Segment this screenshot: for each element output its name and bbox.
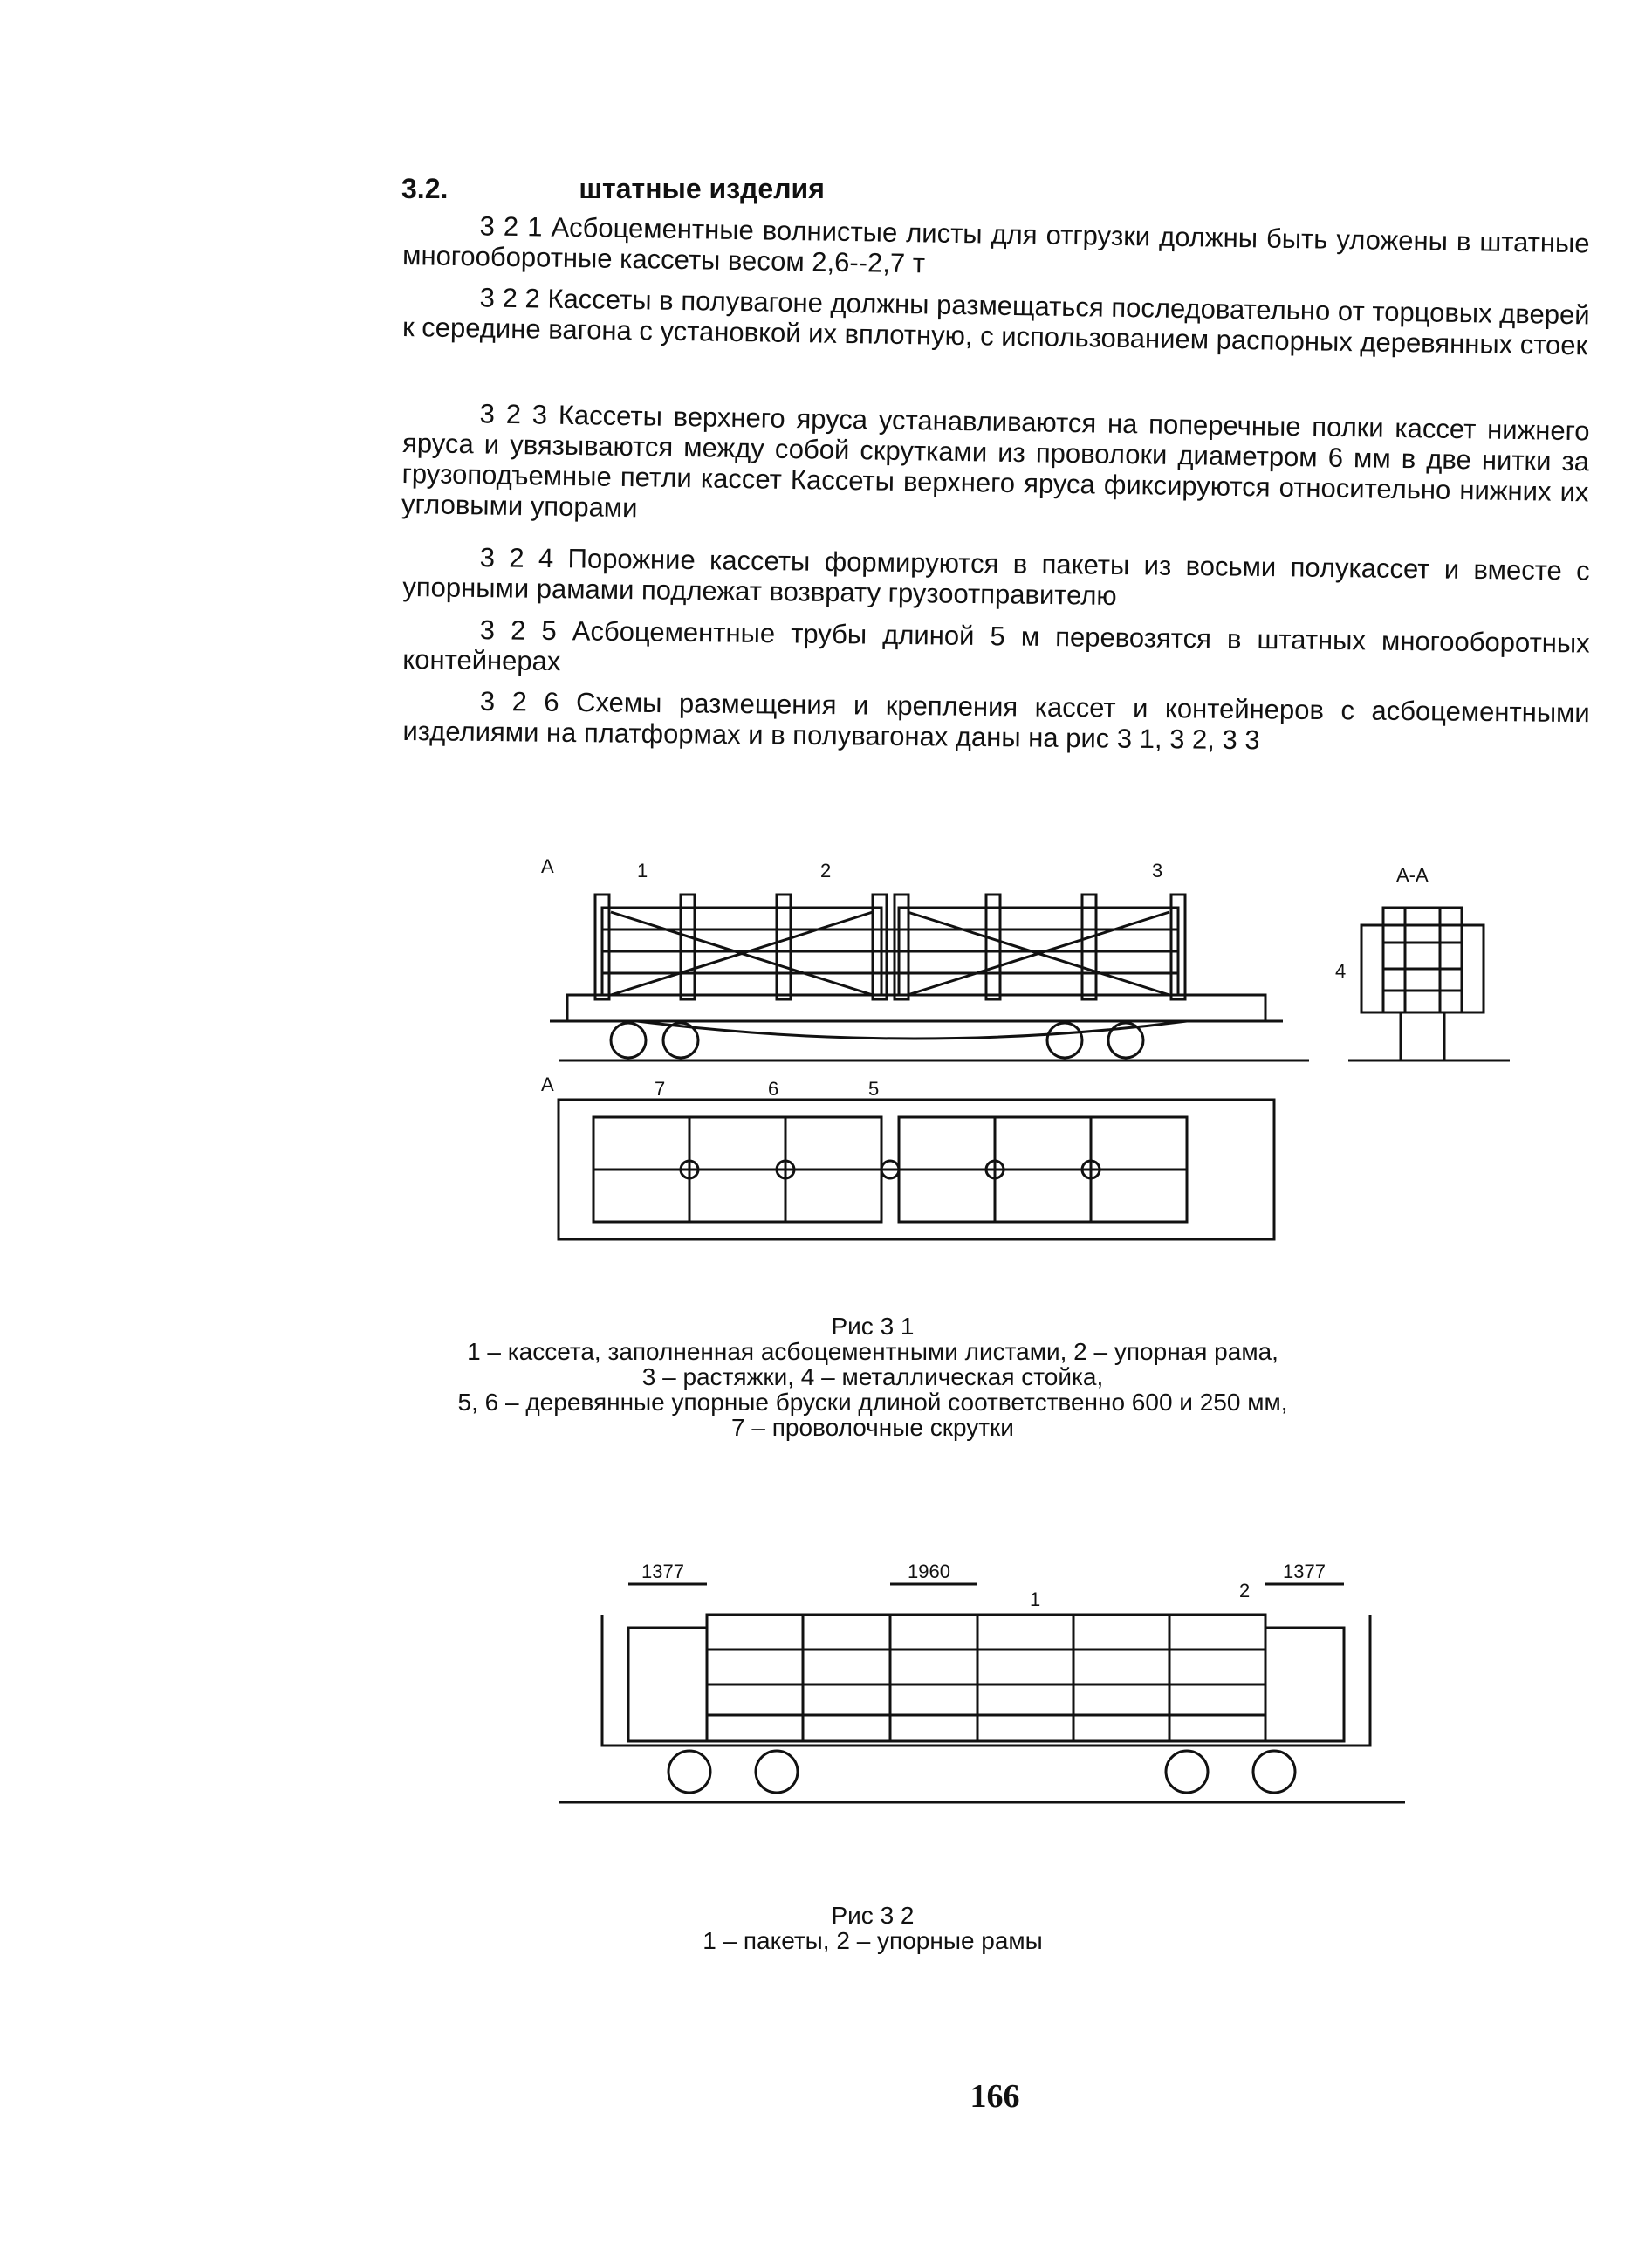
section-title: штатные изделия [579, 173, 825, 204]
figure-3-2-drawing [541, 1562, 1414, 1842]
callout-2: 2 [1239, 1580, 1251, 1602]
page-number: 166 [970, 2078, 1020, 2115]
caption-title: Рис 3 2 [831, 1902, 915, 1929]
caption-line: 7 – проволочные скрутки [731, 1414, 1014, 1441]
paragraph-3-2-3: 3 2 3 Кассеты верхнего яруса устанавливаются на поперечные полки кассет нижнего яруса и увязываются между собой скрутками из проволоки диаметром 6 мм в две нитки за грузоподъемные петли кассет Кассеты верхнего яруса фиксируются относительно нижних их угловыми упорами [401, 398, 1590, 524]
section-view-a-a [1348, 908, 1510, 1060]
caption-line: 1 – кассета, заполненная асбоцементными листами, 2 – упорная рама, [467, 1338, 1278, 1365]
callout-5: 5 [868, 1078, 880, 1100]
paragraph-3-2-2: 3 2 2 Кассеты в полувагоне должны размещаться последовательно от торцовых дверей к середине вагона с установкой их вплотную, с использованием распорных деревянных стоек [401, 282, 1590, 361]
callout-7: 7 [655, 1078, 666, 1100]
caption-line: 1 – пакеты, 2 – упорные рамы [703, 1927, 1043, 1954]
caption-line: 5, 6 – деревянные упорные бруски длиной соответственно 600 и 250 мм, [457, 1389, 1288, 1416]
section-number: 3.2. [401, 173, 449, 204]
dimension-right: 1377 [1283, 1562, 1326, 1582]
callout-3: 3 [1152, 860, 1163, 882]
figure-3-1-caption [436, 1314, 1309, 1440]
paragraph-3-2-1: 3 2 1 Асбоцементные волнистые листы для отгрузки должны быть уложены в штатные многооборотные кассеты весом 2,6--2,7 т [401, 210, 1590, 279]
callout-2: 2 [820, 860, 832, 882]
platform-plan-view [559, 1100, 1274, 1239]
callout-4: 4 [1335, 960, 1347, 982]
paragraph-3-2-4: 3 2 4 Порожние кассеты формируются в пакеты из восьми полукассет и вместе с упорными рамами подлежат возврату грузоотправителю [402, 542, 1590, 611]
section-label-a-a: А-А [1396, 864, 1429, 886]
caption-line: 3 – растяжки, 4 – металлическая стойка, [641, 1363, 1104, 1390]
paragraph-3-2-5: 3 2 5 Асбоцементные трубы длиной 5 м перевозятся в штатных многооборотных контейнерах [402, 614, 1590, 677]
paragraph-3-2-6: 3 2 6 Схемы размещения и крепления кассет и контейнеров с асбоцементными изделиями на платформах и в полувагонах даны на рис 3 1, 3 2, 3 3 [402, 685, 1590, 756]
view-marker-bottom: А [541, 1074, 554, 1095]
section-heading [401, 173, 825, 205]
callout-1: 1 [637, 860, 648, 882]
callout-6: 6 [768, 1078, 779, 1100]
caption-title: Рис 3 1 [831, 1313, 915, 1340]
figure-3-1-drawing [524, 847, 1518, 1283]
view-marker-top: А [541, 855, 554, 877]
callout-1: 1 [1030, 1588, 1041, 1610]
dimension-left: 1377 [641, 1562, 684, 1582]
dimension-middle: 1960 [908, 1562, 950, 1582]
figure-3-2-caption [436, 1903, 1309, 1953]
platform-side-view [550, 895, 1309, 1060]
